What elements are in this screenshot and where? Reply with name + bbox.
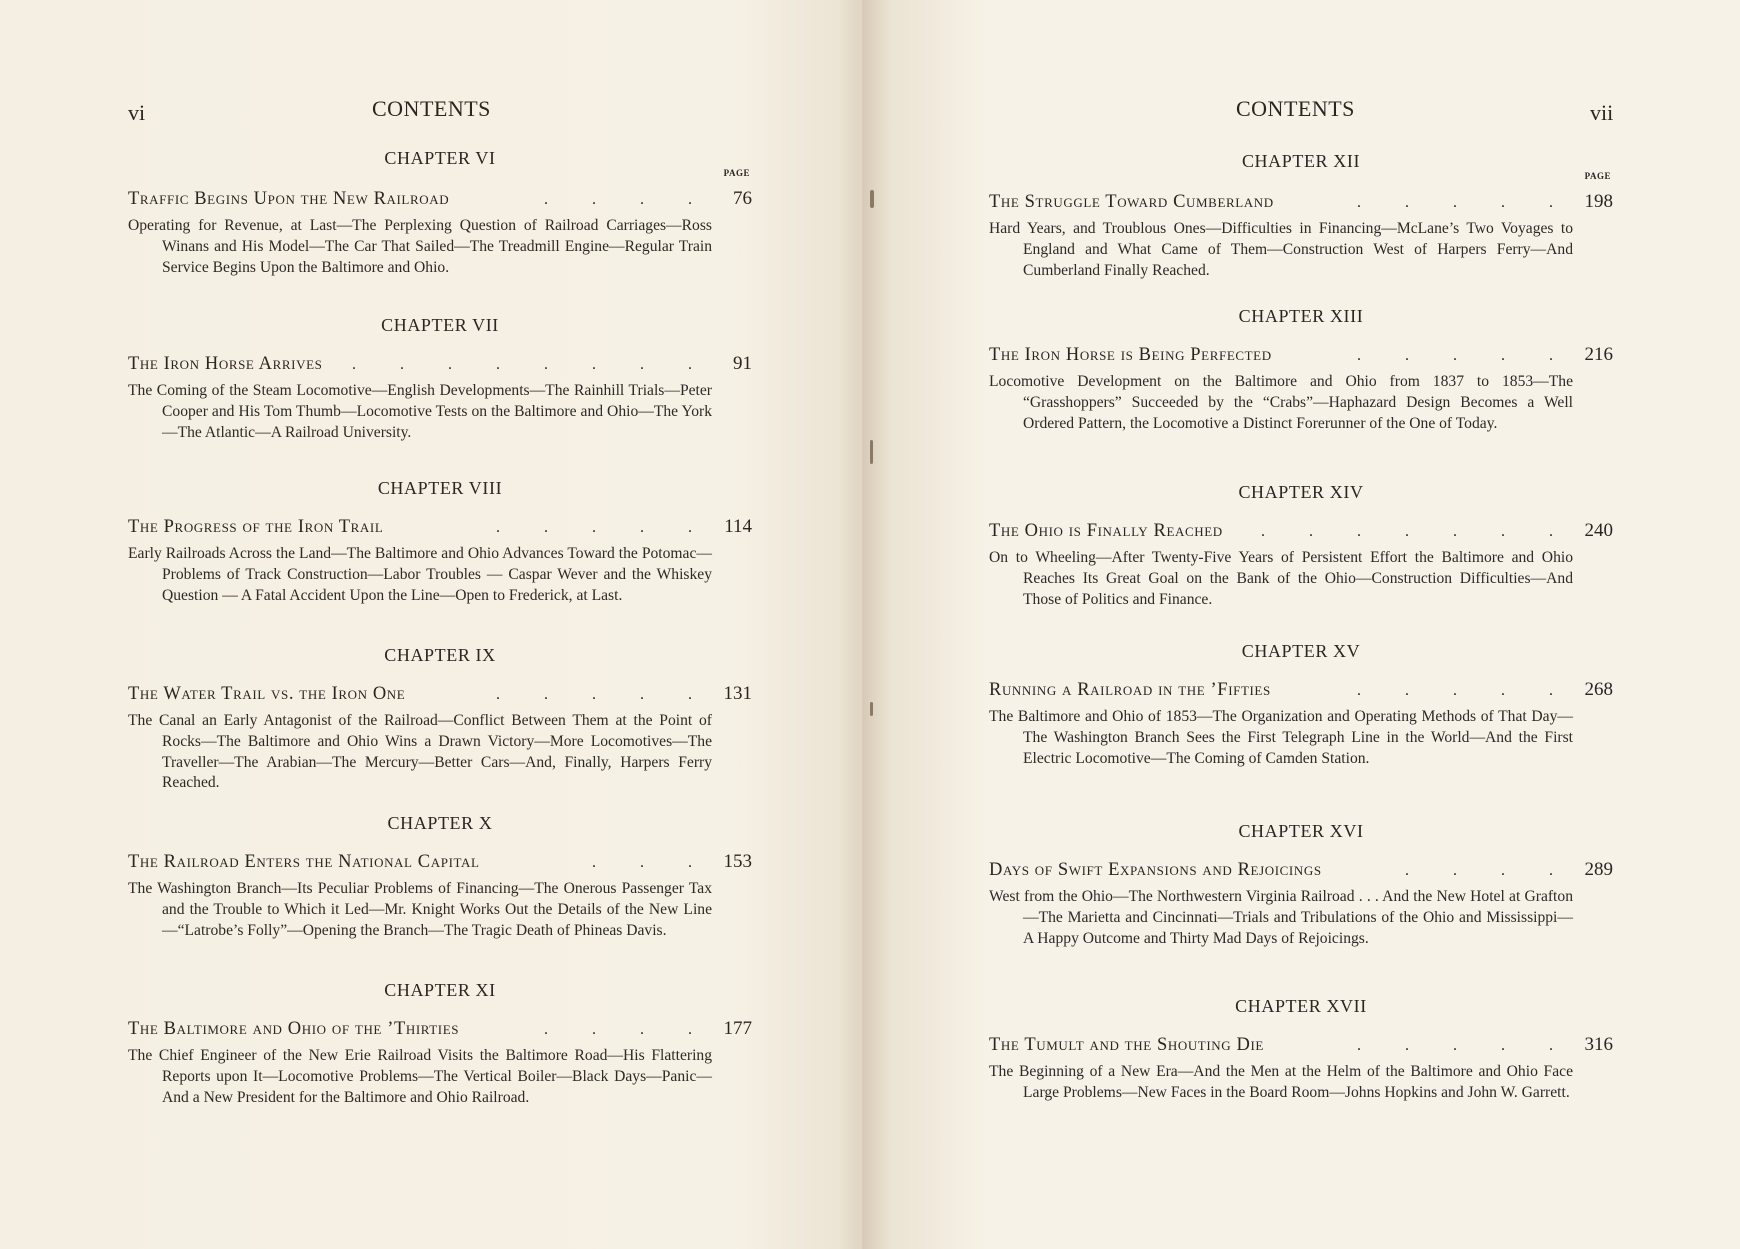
chapter-entry [989, 641, 1613, 769]
page-folio: vi [128, 100, 146, 125]
chapter-title: The Progress of the Iron Trail [128, 517, 384, 537]
chapter-summary: West from the Ohio—The Northwestern Virginia Railroad . . . And the New Hotel at Grafton—The Marietta and Cincinnati—Trials and Tribulations of the Ohio and Mississippi—A Happy Outcome and Thirty Mad Days of Rejoicings. [989, 888, 1573, 947]
page-number: 240 [1584, 520, 1613, 541]
chapter-title-line [989, 859, 1613, 881]
chapter-summary: The Baltimore and Ohio of 1853—The Organization and Operating Methods of That Day—The Washington Branch Sees the First Telegraph Line in the World—And the First Electric Locomotive—The Coming of Camden Station. [989, 708, 1573, 767]
dot-leader: . . . . [544, 191, 712, 208]
chapter-title-line [128, 683, 752, 705]
chapter-entry [128, 645, 752, 794]
chapter-heading: CHAPTER XI [384, 980, 496, 1000]
page-number: 177 [723, 1018, 752, 1039]
chapter-heading: CHAPTER XVII [1235, 996, 1367, 1016]
chapter-entry [989, 821, 1613, 949]
chapter-heading: CHAPTER VI [384, 148, 496, 168]
chapter-heading: CHAPTER IX [384, 645, 496, 665]
dot-leader: . . . . [544, 1021, 712, 1038]
chapter-title-line [989, 679, 1613, 701]
chapter-title-line [128, 516, 752, 538]
chapter-heading: CHAPTER VIII [377, 478, 503, 498]
chapter-title: The Iron Horse Arrives [128, 354, 323, 374]
page-number: 91 [733, 353, 752, 374]
page-number: 316 [1584, 1034, 1613, 1055]
chapter-title-line [989, 344, 1613, 366]
gutter-mark [870, 440, 873, 464]
chapter-title-line [128, 1018, 752, 1040]
gutter-mark [870, 190, 874, 208]
chapter-heading: CHAPTER XV [1241, 641, 1361, 661]
chapter-summary: The Canal an Early Antagonist of the Railroad—Conflict Between Them at the Point of Rocks—The Baltimore and Ohio Wins a Drawn Victory—More Locomotives—The Traveller—The Arabian—The Mercury—Better Cars—And, Finally, Harpers Ferry Reached. [128, 712, 712, 792]
page-column-label: PAGE [723, 168, 750, 178]
chapter-summary: Hard Years, and Troublous Ones—Difficulties in Financing—McLane’s Two Voyages to England and What Came of Them—Construction West of Harpers Ferry—And Cumberland Finally Reached. [989, 220, 1573, 279]
chapter-summary: Locomotive Development on the Baltimore and Ohio from 1837 to 1853—The “Grasshoppers” Succeeded by the “Crabs”—Haphazard Design Becomes a Well Ordered Pattern, the Locomotive a Distinct Forerunner of the One of Today. [989, 373, 1573, 432]
chapter-title: Traffic Begins Upon the New Railroad [128, 189, 450, 209]
chapter-title-line [128, 851, 752, 873]
dot-leader: . . . . . [1357, 347, 1573, 364]
chapter-entry [128, 813, 752, 941]
chapter-heading: CHAPTER XIV [1238, 482, 1364, 502]
chapter-entry [989, 306, 1613, 434]
chapter-summary: On to Wheeling—After Twenty-Five Years of Persistent Effort the Baltimore and Ohio Reaches Its Great Goal on the Bank of the Ohio—Construction Difficulties—And Those of Politics and Finance. [989, 549, 1573, 608]
page-column-label: PAGE [1584, 171, 1611, 181]
dot-leader: . . . . . [1357, 682, 1573, 699]
chapter-entry [128, 478, 752, 606]
chapter-title: Running a Railroad in the ’Fifties [989, 680, 1271, 700]
page-number: 216 [1584, 344, 1613, 365]
chapter-title: Days of Swift Expansions and Rejoicings [989, 860, 1322, 880]
chapter-summary: Early Railroads Across the Land—The Baltimore and Ohio Advances Toward the Potomac—Problems of Track Construction—Labor Troubles — Caspar Wever and the Whiskey Question — A Fatal Accident Upon the Line—Open to Frederick, at Last. [128, 545, 712, 604]
chapter-title: The Tumult and the Shouting Die [989, 1035, 1264, 1055]
chapter-summary: Operating for Revenue, at Last—The Perplexing Question of Railroad Carriages—Ross Winans and His Model—The Car That Sailed—The Treadmill Engine—Regular Train Service Begins Upon the Baltimore and Ohio. [128, 217, 712, 276]
chapter-entry [989, 482, 1613, 610]
chapter-title: The Baltimore and Ohio of the ’Thirties [128, 1019, 460, 1039]
chapter-title-line [989, 520, 1613, 542]
dot-leader: . . . [592, 854, 712, 871]
dot-leader: . . . . . [1357, 194, 1573, 211]
chapter-title-line [989, 191, 1613, 213]
chapter-title-line [128, 353, 752, 375]
chapter-heading: CHAPTER VII [381, 315, 499, 335]
dot-leader: . . . . . [496, 686, 712, 703]
page-number: 289 [1584, 859, 1613, 880]
chapter-title: The Struggle Toward Cumberland [989, 192, 1274, 212]
chapter-heading: CHAPTER XVI [1238, 821, 1364, 841]
page-number: 114 [724, 516, 752, 537]
chapter-entry [128, 315, 752, 443]
chapter-summary: The Coming of the Steam Locomotive—English Developments—The Rainhill Trials—Peter Cooper and His Tom Thumb—Locomotive Tests on the Baltimore and Ohio—The York—The Atlantic—A Railroad University. [128, 382, 712, 441]
page-number: 76 [733, 188, 752, 209]
chapter-title-line [989, 1034, 1613, 1056]
chapter-entry [128, 980, 752, 1108]
chapter-summary: The Chief Engineer of the New Erie Railroad Visits the Baltimore Road—His Flattering Reports upon It—Locomotive Problems—The Vertical Boiler—Black Days—Panic—And a New President for the Baltimore and Ohio Railroad. [128, 1047, 712, 1106]
page-number: 153 [723, 851, 752, 872]
running-head: CONTENTS [1236, 96, 1355, 121]
gutter-mark [870, 702, 873, 716]
chapter-heading: CHAPTER XII [1241, 151, 1361, 171]
page-number: 198 [1584, 191, 1613, 212]
chapter-entry [128, 148, 752, 278]
dot-leader: . . . . . . . . [352, 356, 712, 373]
toc-left [128, 148, 752, 1128]
left-page [0, 0, 864, 1249]
toc-right [989, 151, 1613, 1131]
page-number: 268 [1584, 679, 1613, 700]
chapter-entry [989, 996, 1613, 1104]
dot-leader: . . . . . [496, 519, 712, 536]
running-head: CONTENTS [372, 96, 491, 121]
page-number: 131 [723, 683, 752, 704]
right-page [864, 0, 1740, 1249]
dot-leader: . . . . . [1357, 1037, 1573, 1054]
chapter-entry [989, 151, 1613, 281]
chapter-title: The Railroad Enters the National Capital [128, 852, 480, 872]
chapter-title: The Iron Horse is Being Perfected [989, 345, 1272, 365]
chapter-title-line [128, 188, 752, 210]
chapter-title: The Water Trail vs. the Iron One [128, 684, 406, 704]
dot-leader: . . . . [1405, 862, 1573, 879]
chapter-summary: The Washington Branch—Its Peculiar Problems of Financing—The Onerous Passenger Tax and the Trouble to Which it Led—Mr. Knight Works Out the Details of the New Line—“Latrobe’s Folly”—Opening the Branch—The Tragic Death of Phineas Davis. [128, 880, 712, 939]
chapter-summary: The Beginning of a New Era—And the Men at the Helm of the Baltimore and Ohio Face Large Problems—New Faces in the Board Room—Johns Hopkins and John W. Garrett. [989, 1063, 1573, 1101]
chapter-heading: CHAPTER XIII [1238, 306, 1364, 326]
dot-leader: . . . . . . . [1261, 523, 1573, 540]
page-folio: vii [1590, 100, 1614, 125]
chapter-heading: CHAPTER X [387, 813, 493, 833]
chapter-title: The Ohio is Finally Reached [989, 521, 1223, 541]
